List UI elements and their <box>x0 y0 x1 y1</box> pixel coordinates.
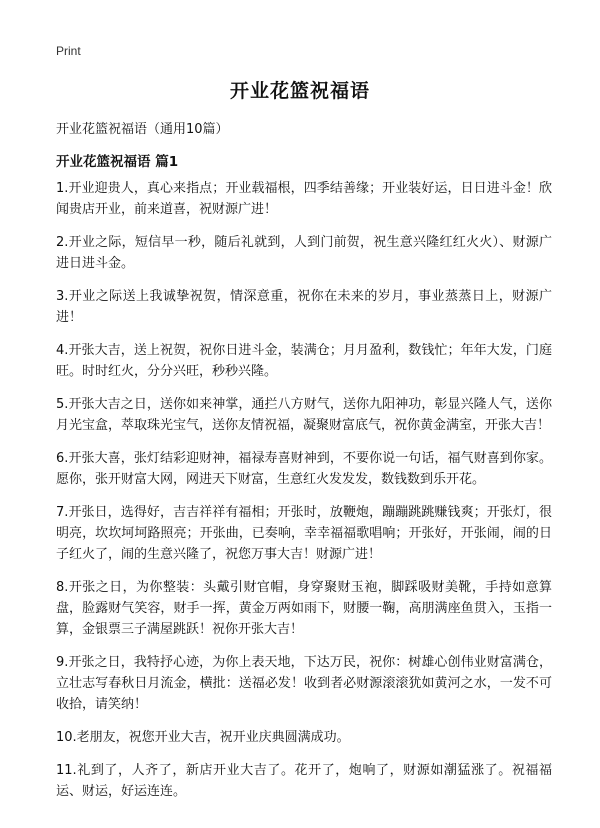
paragraph: 4.开张大吉，送上祝贺，祝你日进斗金，装满仓；月月盈利，数钱忙；年年大发，门庭旺。时时红火，分分兴旺，秒秒兴隆。 <box>56 343 552 379</box>
paragraph: 3.开业之际送上我诚挚祝贺，情深意重，祝你在未来的岁月，事业蒸蒸日上，财源广进！ <box>56 289 552 325</box>
paragraph: 10.老朋友，祝您开业大吉，祝开业庆典圆满成功。 <box>56 730 350 745</box>
print-link[interactable]: Print <box>56 44 81 58</box>
document-subtitle: 开业花篮祝福语（通用10篇） <box>56 122 229 137</box>
page-title: 开业花篮祝福语 <box>229 80 370 102</box>
paragraph: 5.开张大吉之日，送你如来神掌，通拦八方财气，送你九阳神功，彰显兴隆人气，送你月光宝盒，萃取珠光宝气，送你友情祝福，凝聚财富底气，祝你黄金满室，开张大吉！ <box>56 397 552 433</box>
section-heading: 开业花篮祝福语 篇1 <box>56 154 179 170</box>
paragraph: 6.开张大喜，张灯结彩迎财神，福禄寿喜财神到，不要你说一句话，福气财喜到你家。愿你，张开财富大网，网进天下财富，生意红火发发发，数钱数到乐开花。 <box>56 451 552 487</box>
paragraph: 8.开张之日，为你整装：头戴引财官帽，身穿聚财玉袍，脚踩吸财美靴，手持如意算盘，脸露财气笑容，财手一挥，黄金万两如雨下，财腰一鞠，高朋满座鱼贯入，玉指一算，金银票三子满屋跳跃！祝你开张大吉！ <box>56 580 552 637</box>
paragraph: 9.开张之日，我特抒心迹，为你上表天地，下达万民，祝你：树雄心创伟业财富满仓，立壮志写春秋日月流金，横批：送福必发！收到者必财源滚滚犹如黄河之水，一发不可收拾，请笑纳！ <box>56 655 552 712</box>
paragraph: 1.开业迎贵人，真心来指点；开业载福根，四季结善缘；开业装好运，日日进斗金！欣闻贵店开业，前来道喜，祝财源广进！ <box>56 181 552 217</box>
paragraph: 11.礼到了，人齐了，新店开业大吉了。花开了，炮响了，财源如潮猛涨了。祝福福运、财运，好运连连。 <box>56 763 552 799</box>
paragraph: 2.开业之际，短信早一秒，随后礼就到，人到门前贺，祝生意兴隆红红火火）、财源广进日进斗金。 <box>56 235 552 271</box>
paragraph-list <box>56 178 552 814</box>
paragraph: 7.开张日，选得好，吉吉祥祥有福相；开张时，放鞭炮，蹦蹦跳跳赚钱爽；开张灯，很明亮，坎坎坷坷路照亮；开张曲，已奏响，幸幸福福歌唱响；开张好，开张闹，闹的日子红火了，闹的生意兴隆了，祝您万事大吉！财源广进！ <box>56 505 552 562</box>
